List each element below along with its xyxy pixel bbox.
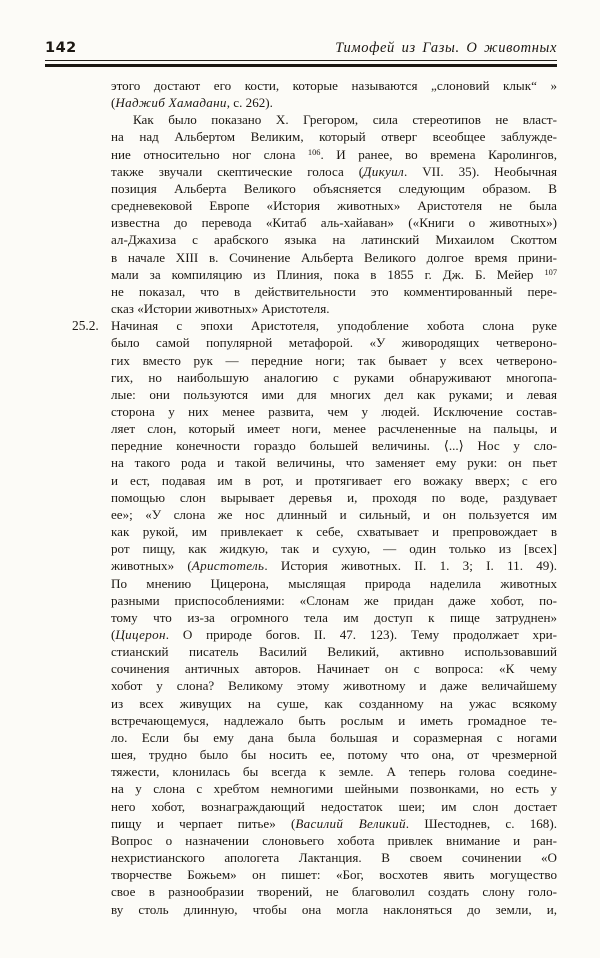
text-line: на над Альбертом Великим, который отверг всеобщее заблужде-	[111, 129, 557, 145]
text-line: хобот у слона? Великому этому животному и даже величайшему	[111, 678, 557, 694]
paragraph	[111, 111, 557, 317]
text-line: передние конечности гораздо большей величины. ⟨...⟩ Нос у сло-	[111, 438, 557, 454]
text-line: пищу и черпает питье» (Василий Великий. Шестоднев, с. 168).	[111, 815, 557, 831]
text-line: рот пищу, как жидкую, так и сухую, — один только из [всех]	[111, 541, 557, 557]
text-line: ее»; «У слона же нос длинный и сильный, и он пользуется им	[111, 506, 557, 522]
text-line: тому что из-за огромного тела им доступ к пище затруднен»	[111, 609, 557, 625]
text-line: творчестве Божьем» он пишет: «Бог, восхотев явить могущество	[111, 867, 557, 883]
text-line: Начиная с эпохи Аристотеля, уподобление хобота слона руке	[111, 318, 557, 334]
running-title: Тимофей из Газы. О животных	[335, 40, 557, 56]
text-line: на у слона с хребтом немногими шейными позвонками, но есть у	[111, 781, 557, 797]
header-rule	[45, 60, 557, 67]
page-number: 142	[45, 40, 77, 56]
text-line: По мнению Цицерона, мыслящая природа наделила животных	[111, 575, 557, 591]
text-line: животных» (Аристотель. История животных. II. 1. 3; I. 11. 49).	[111, 558, 557, 574]
text-line: помощью слон вырывает деревья и, проходя по воде, раздувает	[111, 489, 557, 505]
text-line: было самой популярной метафорой. «У живородящих четвероно-	[111, 335, 557, 351]
text-line: нехристианского апологета Лактанция. В своем сочинении «О	[111, 850, 557, 866]
text-line: и ест, подавая им в рот, и протягивает его вожаку вверх; с его	[111, 472, 557, 488]
text-line: на такого рода и такой величины, что заменяет ему руки: он пьет	[111, 455, 557, 471]
text-line: него хобот, вознаграждающий недостаток шеи; им слон достает	[111, 798, 557, 814]
section-number: 25.2.	[72, 318, 99, 334]
text-line: известна до перевода «Китаб аль-хайаван» («Книги о животных»)	[111, 215, 557, 231]
text-line: не показал, что в действительности это комментированный пере-	[111, 283, 557, 299]
text-line: гих вместо рук — передние ноги; так бывает у всех четвероно-	[111, 352, 557, 368]
text-line: ву столь длинную, чтобы она могла наклоняться до земли, и,	[111, 901, 557, 917]
text-line: тяжести, клонилась бы всегда к земле. А теперь голова соедине-	[111, 764, 557, 780]
text-line: мали за компиляцию из Плиния, пока в 1855 г. Дж. Б. Мейер $^{107}$	[111, 266, 557, 282]
text-line: позиция Альберта Великого объясняется следующим образом. В	[111, 180, 557, 196]
header-rule-thick	[45, 64, 557, 67]
text-line: из всех живущих на суше, как созданному на ужас всякому	[111, 695, 557, 711]
text-line: Вопрос о назначении слоновьего хобота привлек внимание и ран-	[111, 832, 557, 848]
text-line: сочинения античных авторов. Начинает он с вопроса: «К чему	[111, 661, 557, 677]
text-line: свое в разнообразии творений, не благоволил создать слону голо-	[111, 884, 557, 900]
text-line: ние относительно ног слона $^{106}$. И ранее, во времена Каролингов,	[111, 146, 557, 162]
paragraph	[72, 317, 557, 917]
text-line: сказ «Истории животных» Аристотеля.	[111, 301, 330, 317]
paragraph	[111, 77, 557, 111]
text-line: средневековой Европе «История животных» Аристотеля не была	[111, 198, 557, 214]
running-header	[45, 39, 557, 57]
text-line: в начале XIII в. Сочинение Альберта Великого долгое время прини-	[111, 249, 557, 265]
text-line: шея, трудно было бы носить ее, потому что она, от чрезмерной	[111, 747, 557, 763]
text-line: (Наджиб Хамадани, с. 262).	[111, 95, 273, 111]
text-line: также звучали скептические голоса (Дикуил. VII. 35). Необычная	[111, 163, 557, 179]
text-line: как рукой, им привлекает к себе, схватывает и препровождает в	[111, 524, 557, 540]
text-block	[72, 77, 557, 918]
text-line: стианский писатель Василий Великий, активно использовавший	[111, 644, 557, 660]
text-line: этого достают его кости, которые называются „слоновий клык“ »	[111, 78, 557, 93]
text-line: лые: они пользуются ими для многих дел как руками; и левая	[111, 386, 557, 402]
text-line: гих, но наибольшую аналогию с руками обнаруживают многопа-	[111, 369, 557, 385]
text-line: ляет слон, который имеет ноги, менее расчлененные на пальцы, и	[111, 421, 557, 437]
text-line: разными приспособлениями: «Слонам же придан даже хобот, по-	[111, 592, 557, 608]
text-line: ал-Джахиза с арабского языка на латинский Михаилом Скоттом	[111, 232, 557, 248]
text-line: (Цицерон. О природе богов. II. 47. 123). Тему продолжает хри-	[111, 627, 557, 642]
text-line: ло. Если бы ему дана была большая и соразмерная с ногами	[111, 729, 557, 745]
text-line: Как было показано Х. Грегором, сила стереотипов не власт-	[133, 112, 557, 128]
text-line: сторона у них менее развита, чем у людей. Исключение состав-	[111, 403, 557, 419]
text-line: встречающемуся, надлежало быть рослым и иметь громадное те-	[111, 712, 557, 728]
